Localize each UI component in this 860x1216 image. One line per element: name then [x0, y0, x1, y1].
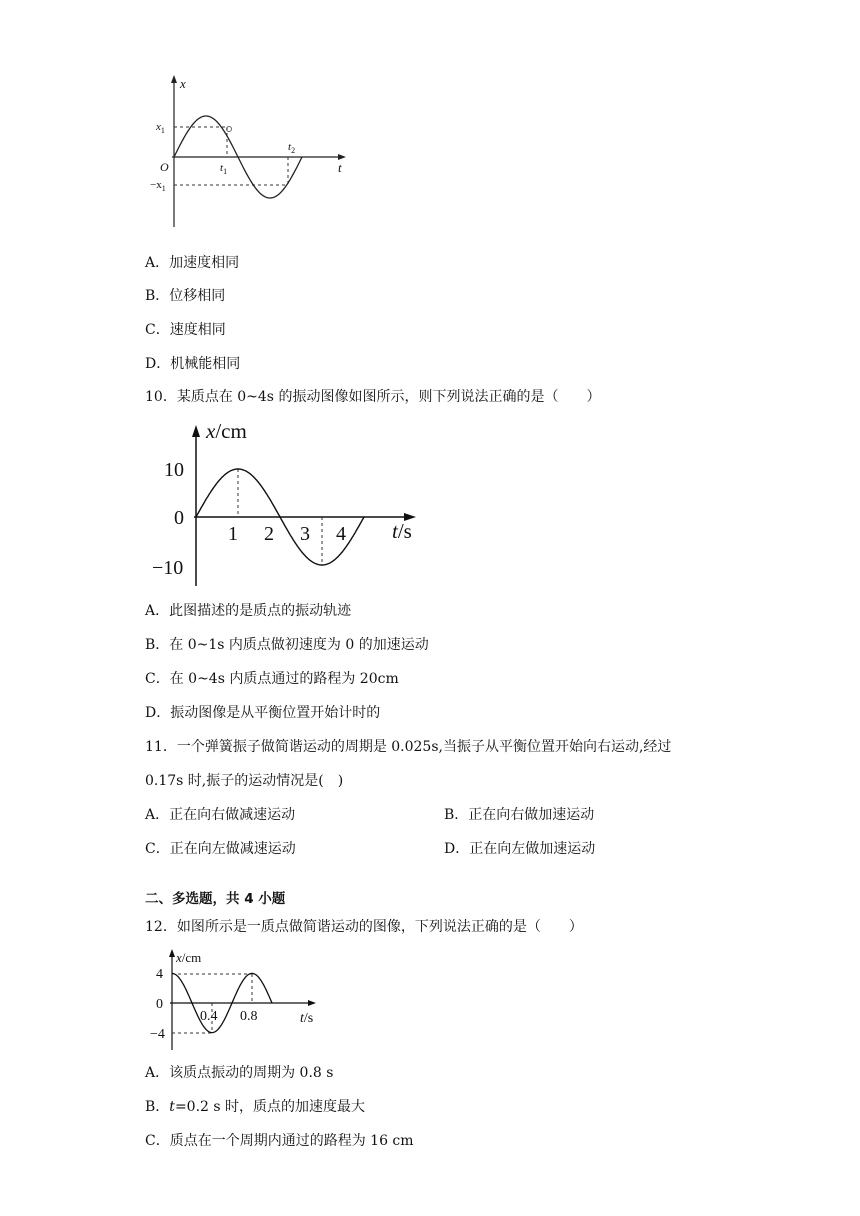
q12-y-tick-0: 0 — [156, 997, 163, 1012]
q9-graph — [150, 72, 350, 232]
q9-x1-label: $x_1$ — [156, 121, 165, 135]
q10-option-b: B．在 0~1s 内质点做初速度为 0 的加速运动 — [145, 637, 429, 653]
q10-y-tick-0: 0 — [174, 507, 184, 529]
q9-x-label: x — [180, 76, 186, 91]
q10-y-tick-10: 10 — [164, 459, 184, 481]
q12-y-tick-neg4: −4 — [150, 1027, 165, 1042]
q10-y-tick-neg10: −10 — [152, 557, 184, 579]
q9-option-c: C．速度相同 — [145, 322, 226, 338]
q10-option-c: C．在 0~4s 内质点通过的路程为 20cm — [145, 671, 399, 687]
q9-neg-x1-label: $-x_1$ — [150, 179, 166, 193]
q10-stem: 10．某质点在 0~4s 的振动图像如图所示，则下列说法正确的是（ ） — [145, 389, 601, 405]
q9-x-arrow — [171, 75, 177, 83]
q10-y-label: x/cm — [206, 419, 247, 443]
q10-option-d: D．振动图像是从平衡位置开始计时的 — [145, 705, 381, 721]
q12-x-label: t/s — [300, 1011, 314, 1026]
q11-option-b: B．正在向右做加速运动 — [444, 807, 595, 823]
q9-option-b: B．位移相同 — [145, 288, 226, 304]
q10-x-tick-1: 1 — [228, 523, 238, 545]
q9-origin-label: O — [160, 160, 169, 174]
q10-x-label: t/s — [392, 519, 412, 543]
q9-option-a: A．加速度相同 — [145, 255, 240, 271]
q10-x-arrow — [192, 425, 200, 437]
q10-x-tick-2: 2 — [264, 523, 274, 545]
q11-option-c: C．正在向左做减速运动 — [145, 841, 296, 857]
q12-graph — [150, 946, 330, 1056]
q12-stem: 12．如图所示是一质点做简谐运动的图像，下列说法正确的是（ ） — [145, 919, 583, 935]
q9-t1-label: $t_1$ — [220, 162, 228, 176]
q12-t-arrow — [308, 1000, 316, 1006]
q11-option-a: A．正在向右做减速运动 — [145, 807, 296, 823]
q12-option-b — [145, 1097, 365, 1117]
q11-stem-line1: 11．一个弹簧振子做简谐运动的周期是 0.025s,当振子从平衡位置开始向右运动,经过 — [145, 739, 672, 755]
section-heading-multiple-choice: 二、多选题，共 4 小题 — [145, 891, 286, 907]
q10-x-tick-4: 4 — [336, 523, 346, 545]
q10-x-tick-3: 3 — [300, 523, 310, 545]
q10-graph — [148, 420, 418, 590]
q12-option-b-prefix: B． — [145, 1099, 170, 1115]
q9-t-label: t — [338, 160, 342, 175]
q11-option-d: D．正在向左做加速运动 — [444, 841, 596, 857]
q12-option-c: C．质点在一个周期内通过的路程为 16 cm — [145, 1133, 414, 1149]
q12-y-label: x/cm — [176, 950, 202, 965]
q9-option-d: D．机械能相同 — [145, 356, 241, 372]
q12-y-tick-4: 4 — [156, 967, 163, 982]
q12-option-a: A．该质点振动的周期为 0.8 s — [145, 1065, 334, 1081]
q12-option-b-var: t — [169, 1099, 175, 1115]
q12-option-b-rest: =0.2 s 时，质点的加速度最大 — [174, 1099, 366, 1115]
q12-x-tick-0-4: 0.4 — [200, 1009, 218, 1024]
q11-stem-line2: 0.17s 时,振子的运动情况是( ) — [145, 773, 344, 789]
q10-option-a: A．此图描述的是质点的振动轨迹 — [145, 603, 352, 619]
q9-t2-label: $t_2$ — [288, 141, 296, 155]
q12-x-tick-0-8: 0.8 — [240, 1009, 258, 1024]
q12-x-arrow — [169, 949, 175, 957]
